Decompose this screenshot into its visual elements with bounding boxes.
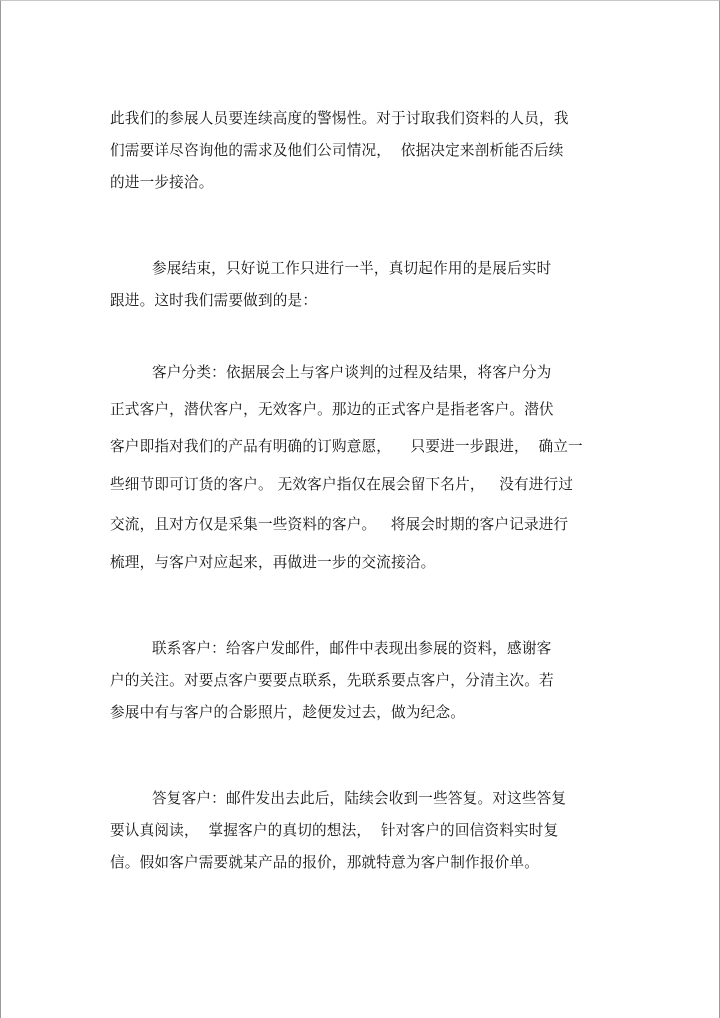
- paragraph-5-line-2: 要认真阅读， 掌握客户的真切的想法， 针对客户的回信资料实时复: [110, 822, 559, 839]
- paragraph-4-line-1: 联系客户：给客户发邮件，邮件中表现出参展的资料，感谢客: [152, 640, 552, 657]
- paragraph-4-line-2: 户的关注。对要点客户要要点联系，先联系要点客户，分清主次。若: [110, 672, 554, 689]
- paragraph-3-line-4: 些细节即可订货的客户。 无效客户指仅在展会留下名片， 没有进行过: [110, 476, 574, 493]
- paragraph-3-line-6: 梳理，与客户对应起来，再做进一步的交流接洽。: [110, 554, 436, 571]
- paragraph-3-line-3: 客户即指对我们的产品有明确的订购意愿， 只要进一步跟进， 确立一: [110, 438, 583, 455]
- paragraph-1-line-2: 们需要详尽咨询他的需求及他们公司情况， 依据决定来剖析能否后续: [110, 142, 564, 159]
- paragraph-3-line-2: 正式客户，潜伏客户，无效客户。那边的正式客户是指老客户。潜伏: [110, 401, 554, 418]
- paragraph-2-line-1: 参展结束，只好说工作只进行一半，真切起作用的是展后实时: [152, 260, 552, 277]
- paragraph-2-line-2: 跟进。这时我们需要做到的是：: [110, 292, 318, 309]
- paragraph-1-line-3: 的进一步接洽。: [110, 174, 214, 191]
- paragraph-5-line-3: 信。假如客户需要就某产品的报价，那就特意为客户制作报价单。: [110, 854, 540, 871]
- paragraph-5-line-1: 答复客户：邮件发出去此后，陆续会收到一些答复。对这些答复: [152, 790, 567, 807]
- paragraph-4-line-3: 参展中有与客户的合影照片，趁便发过去，做为纪念。: [110, 704, 466, 721]
- paragraph-3-line-5: 交流，且对方仅是采集一些资料的客户。 将展会时期的客户记录进行: [110, 516, 569, 533]
- paragraph-3-line-1: 客户分类：依据展会上与客户谈判的过程及结果，将客户分为: [152, 364, 552, 381]
- paragraph-1-line-1: 此我们的参展人员要连续高度的警惕性。对于讨取我们资料的人员，我: [110, 110, 569, 127]
